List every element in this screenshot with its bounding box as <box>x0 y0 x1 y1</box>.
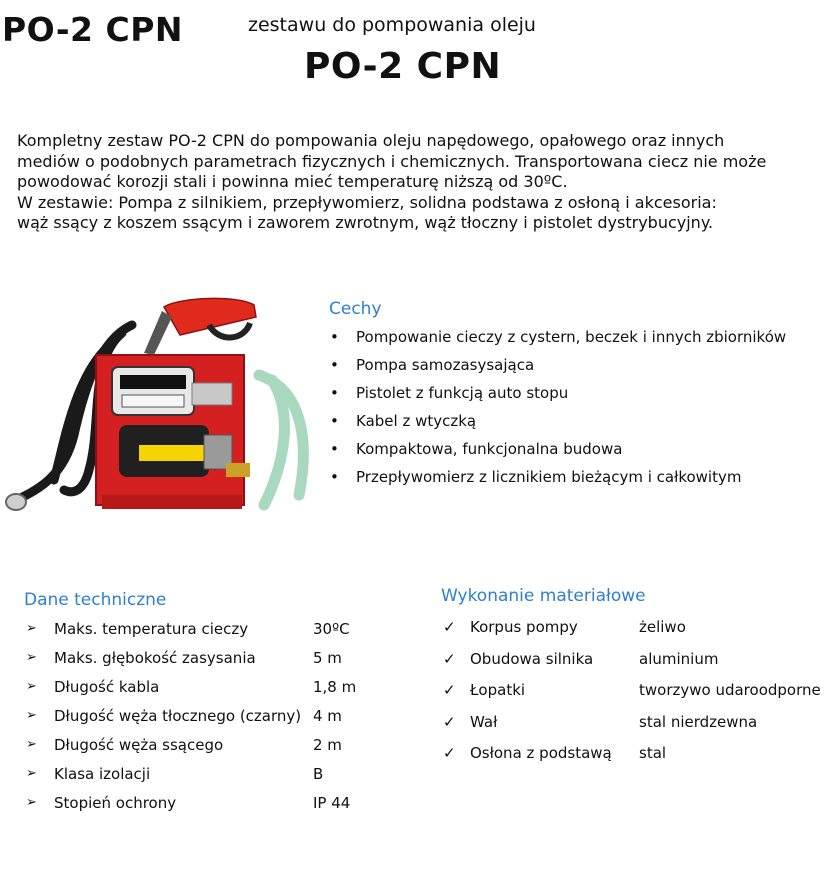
page-title: PO-2 CPN <box>304 46 502 87</box>
table-row: ➢ Maks. głębokość zasysania 5 m <box>26 649 342 667</box>
materials-heading: Wykonanie materiałowe <box>441 586 646 606</box>
intro-line: mediów o podobnych parametrach fizycznych i chemicznych. Transportowana ciecz nie może <box>17 151 767 171</box>
arrow-icon: ➢ <box>26 795 37 810</box>
check-icon: ✓ <box>443 681 456 699</box>
bullet: • <box>330 328 339 346</box>
check-icon: ✓ <box>443 618 456 636</box>
table-row: ✓ Korpus pompy żeliwo <box>443 618 686 636</box>
check-icon: ✓ <box>443 712 456 731</box>
table-row: ➢ Maks. temperatura cieczy 30ºC <box>26 620 350 638</box>
bullet: • <box>330 440 339 458</box>
product-image <box>4 295 316 520</box>
list-item: • Pistolet z funkcją auto stopu <box>330 384 569 402</box>
tech-table <box>26 620 386 823</box>
intro-text <box>17 131 807 234</box>
list-item: • Kompaktowa, funkcjonalna budowa <box>330 440 623 458</box>
list-item: • Kabel z wtyczką <box>330 412 477 430</box>
bullet: • <box>330 468 339 486</box>
arrow-icon: ➢ <box>26 737 37 752</box>
table-row: ➢ Długość kabla 1,8 m <box>26 678 357 696</box>
tech-heading: Dane techniczne <box>24 590 167 610</box>
intro-line: W zestawie: Pompa z silnikiem, przepływomierz, solidna podstawa z osłoną i akcesoria: <box>17 192 717 212</box>
bullet: • <box>330 412 339 430</box>
list-item: • Pompa samozasysająca <box>330 356 535 374</box>
suction-hose <box>259 375 303 505</box>
table-row: ✓ Wał stal nierdzewna <box>443 712 758 731</box>
intro-line: wąż ssący z koszem ssącym i zaworem zwrotnym, wąż tłoczny i pistolet dystrybucyjny. <box>17 213 714 232</box>
table-row: ➢ Stopień ochrony IP 44 <box>26 794 351 812</box>
check-icon: ✓ <box>443 744 456 762</box>
arrow-icon: ➢ <box>26 766 37 781</box>
features-list <box>330 328 786 496</box>
brand-title: PO-2 CPN <box>2 10 184 49</box>
arrow-icon: ➢ <box>26 679 37 694</box>
nozzle <box>144 298 256 355</box>
table-row: ✓ Osłona z podstawą stal <box>443 744 667 762</box>
table-row: ➢ Długość węża ssącego 2 m <box>26 736 342 754</box>
list-item: • Pompowanie cieczy z cystern, beczek i innych zbiorników <box>330 328 787 346</box>
features-heading: Cechy <box>329 299 382 319</box>
flow-meter <box>112 367 194 415</box>
table-row: ➢ Klasa izolacji B <box>26 765 324 783</box>
list-item: • Przepływomierz z licznikiem bieżącym i całkowitym <box>330 468 742 486</box>
arrow-icon: ➢ <box>26 621 37 636</box>
materials-table <box>441 618 827 776</box>
arrow-icon: ➢ <box>26 650 37 665</box>
table-row: ✓ Obudowa silnika aluminium <box>443 649 719 668</box>
table-row: ➢ Długość węża tłocznego (czarny) 4 m <box>26 707 342 725</box>
subtitle: zestawu do pompowania oleju <box>248 14 536 36</box>
intro-line: Kompletny zestaw PO-2 CPN do pompowania oleju napędowego, opałowego oraz innych <box>17 131 725 150</box>
bullet: • <box>330 384 339 402</box>
table-row: ✓ Łopatki tworzywo udaroodporne <box>443 681 821 699</box>
bullet: • <box>330 356 339 374</box>
intro-line: powodować korozji stali i powinna mieć temperaturę niższą od 30ºC. <box>17 172 568 191</box>
check-icon: ✓ <box>443 649 456 668</box>
arrow-icon: ➢ <box>26 708 37 723</box>
